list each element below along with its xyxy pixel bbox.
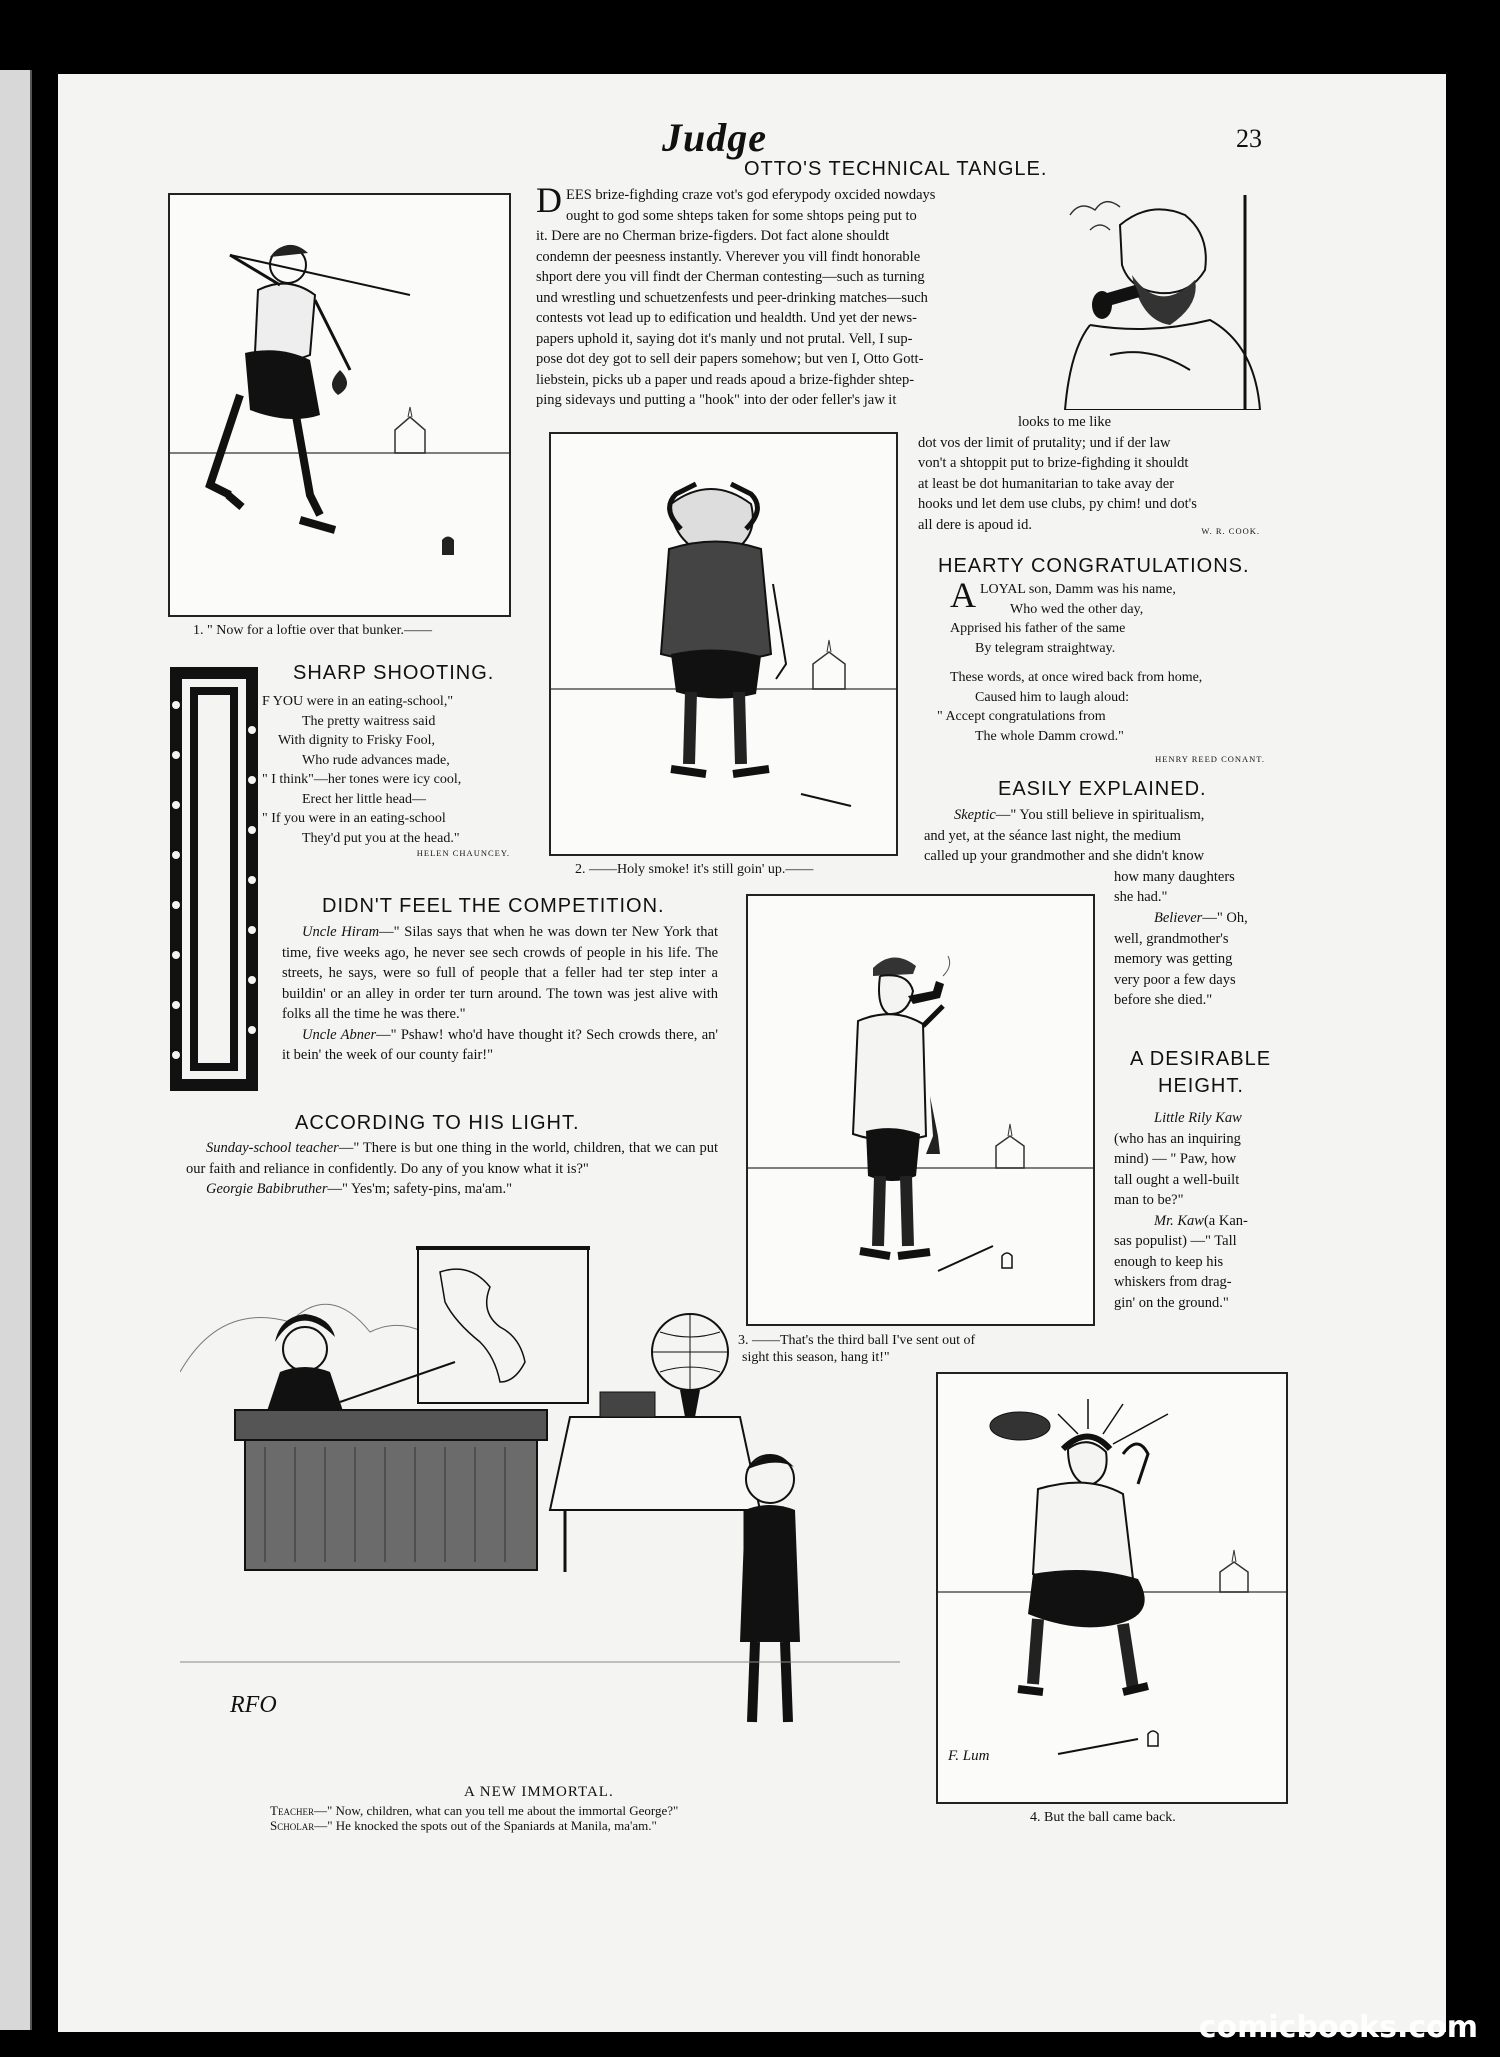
otto-line: liebstein, picks ub a paper und reads apoud a brize-fighder shtep- bbox=[536, 371, 915, 388]
easily-line: well, grandmother's bbox=[1114, 930, 1229, 947]
otto-line: condemn der peesness instantly. Vherever you vill findt honorable bbox=[536, 248, 921, 265]
speaker: Mr. Kaw bbox=[1154, 1212, 1204, 1229]
easily-title: EASILY EXPLAINED. bbox=[998, 778, 1207, 800]
desirable-line: mind) — " Paw, how bbox=[1114, 1151, 1237, 1167]
speaker: Georgie Babibruther bbox=[206, 1181, 328, 1197]
speaker: Uncle Hiram bbox=[302, 924, 380, 940]
otto-dropcap: D bbox=[536, 180, 562, 220]
otto-line: contests vot lead up to edification und healdth. Und yet der news- bbox=[536, 310, 917, 326]
otto-title: OTTO'S TECHNICAL TANGLE. bbox=[744, 158, 1048, 180]
competition-title: DIDN'T FEEL THE COMPETITION. bbox=[322, 895, 665, 917]
verse-line: They'd put you at the head." bbox=[302, 830, 460, 846]
desirable-line: tall ought a well-built bbox=[1114, 1171, 1240, 1188]
otto-author: W. R. COOK. bbox=[1201, 526, 1260, 536]
flying-cap bbox=[990, 1412, 1050, 1440]
sharp-poem bbox=[262, 692, 512, 848]
artist-signature-rfo: RFO bbox=[230, 1692, 277, 1718]
otto-line: shport dere you vill findt der Cherman contesting—such as turning bbox=[536, 269, 925, 285]
otto-line: hooks und let dem use clubs, py chim! und dot's bbox=[918, 496, 1197, 512]
speaker: Sunday-school teacher bbox=[206, 1140, 339, 1156]
otto-line: papers uphold it, saying dot it's manly und not prutal. Vell, I sup- bbox=[536, 330, 913, 347]
verse-line: " I think"—her tones were icy cool, bbox=[262, 772, 462, 787]
verse-line: The whole Damm crowd." bbox=[975, 728, 1124, 744]
sharp-author: HELEN CHAUNCEY. bbox=[416, 848, 510, 858]
competition-text: —" Pshaw! who'd have thought it? Sech crowds there, an' it bein' the week of our county fair!" bbox=[282, 1026, 718, 1063]
verse-line: With dignity to Frisky Fool, bbox=[278, 733, 435, 748]
masthead: Judge bbox=[662, 115, 767, 160]
otto-line: und wrestling und schuetzenfests und peer-drinking matches—such bbox=[536, 289, 928, 306]
otto-line: von't a shtoppit put to brize-fighding it shouldt bbox=[918, 455, 1189, 471]
speaker: Little Rily Kaw bbox=[1154, 1110, 1242, 1126]
verse-line: These words, at once wired back from home, bbox=[950, 670, 1203, 685]
light-text: —" There is but one thing in the world, children, that we can put our faith and reliance in confidently. Do any of you know what it is?" bbox=[186, 1140, 718, 1177]
ornamental-initial-i bbox=[168, 665, 260, 1093]
immortal-title: A NEW IMMORTAL. bbox=[464, 1784, 614, 1800]
classroom-illustration bbox=[180, 1242, 900, 1757]
scholar-figure bbox=[740, 1505, 800, 1642]
easily-line: —" You still believe in spiritualism, bbox=[995, 807, 1205, 823]
desirable-title-line2: HEIGHT. bbox=[1158, 1075, 1244, 1097]
verse-line: " If you were in an eating-school bbox=[262, 811, 446, 826]
dialogue-line: —" He knocked the spots out of the Spaniards at Manila, ma'am." bbox=[314, 1818, 657, 1833]
artist-signature-panel-4: F. Lum bbox=[948, 1748, 990, 1764]
hearty-poem bbox=[937, 575, 1270, 746]
otto-line: pose dot dey got to sell deir papers somehow; but ven I, Otto Gott- bbox=[536, 351, 924, 367]
desirable-line: (a Kan- bbox=[1203, 1212, 1248, 1229]
hearty-dropcap: A bbox=[950, 575, 976, 615]
speaker: Uncle Abner bbox=[302, 1026, 377, 1043]
otto-line: at least be dot humanitarian to take avay der bbox=[918, 475, 1175, 492]
otto-line: all dere is apoud id. bbox=[918, 516, 1032, 533]
dialogue-line: —" Now, children, what can you tell me about the immortal George?" bbox=[313, 1803, 679, 1818]
verse-line: Caused him to laugh aloud: bbox=[975, 689, 1129, 705]
speaker: Believer bbox=[1154, 910, 1203, 926]
easily-line: before she died." bbox=[1114, 992, 1213, 1008]
otto-line: it. Dere are no Cherman brize-figders. Dot fact alone shouldt bbox=[536, 228, 890, 244]
otto-line: ought to god some shteps taken for some shtops peing put to bbox=[566, 207, 917, 224]
verse-line: Apprised his father of the same bbox=[950, 621, 1126, 636]
verse-line: By telegram straightway. bbox=[975, 640, 1116, 656]
hearty-title: HEARTY CONGRATULATIONS. bbox=[938, 555, 1250, 577]
easily-article-continued bbox=[1114, 908, 1284, 1011]
verse-line: Erect her little head— bbox=[302, 791, 426, 807]
verse-line: LOYAL son, Damm was his name, bbox=[980, 582, 1176, 597]
golfer-hit-by-ball-illustration bbox=[938, 1374, 1286, 1802]
desirable-title-line1: A DESIRABLE bbox=[1130, 1048, 1272, 1070]
otto-article-continued bbox=[918, 412, 1274, 535]
easily-line: and yet, at the séance last night, the medium bbox=[924, 827, 1181, 844]
easily-line: memory was getting bbox=[1114, 951, 1233, 967]
speaker-label: Teacher bbox=[270, 1803, 314, 1818]
verse-line: F YOU were in an eating-school," bbox=[262, 694, 454, 709]
light-title: ACCORDING TO HIS LIGHT. bbox=[295, 1112, 580, 1134]
desirable-line: sas populist) —" Tall bbox=[1114, 1233, 1237, 1249]
light-text: —" Yes'm; safety-pins, ma'am." bbox=[327, 1181, 513, 1197]
teacher-desk bbox=[235, 1410, 547, 1440]
cartoon-panel-1 bbox=[168, 193, 511, 617]
watermark: comicbooks.com bbox=[1198, 2010, 1478, 2045]
speaker: Skeptic bbox=[954, 807, 996, 823]
desirable-line: man to be?" bbox=[1114, 1192, 1184, 1208]
easily-article bbox=[924, 805, 1280, 908]
desirable-line: whiskers from drag- bbox=[1114, 1274, 1232, 1290]
cartoon-panel-2 bbox=[549, 432, 898, 856]
otto-portrait-illustration bbox=[1050, 185, 1275, 410]
competition-text: —" Silas says that when he was down ter New York that time, five weeks ago, he never see sech crowds of people in his life. The streets, he says, were so full of people that a feller had ter step inter a buildin' or an alley in order ter turn around. The town was jest alive with folks all the time he was there." bbox=[282, 924, 718, 1022]
hearty-author: HENRY REED CONANT. bbox=[1155, 754, 1265, 764]
easily-line: called up your grandmother and she didn't know bbox=[924, 848, 1205, 864]
otto-article bbox=[536, 180, 1032, 411]
caption-3-line2: sight this season, hang it!" bbox=[742, 1350, 890, 1365]
speaker-label: Scholar bbox=[270, 1818, 315, 1833]
verse-line: " Accept congratulations from bbox=[937, 709, 1106, 724]
golfer-swinging-illustration bbox=[170, 195, 509, 615]
verse-line: The pretty waitress said bbox=[302, 713, 436, 729]
page-number: 23 bbox=[1236, 124, 1262, 153]
otto-line: ping sidevays und putting a "hook" into der oder feller's jaw it bbox=[536, 392, 897, 408]
desirable-article bbox=[1114, 1108, 1284, 1313]
verse-line: Who wed the other day, bbox=[1010, 601, 1144, 617]
caption-1: 1. " Now for a loftie over that bunker.—— bbox=[193, 623, 432, 638]
desirable-line: gin' on the ground." bbox=[1114, 1294, 1229, 1311]
verse-line: Who rude advances made, bbox=[302, 752, 450, 768]
adjacent-page-edge bbox=[0, 70, 32, 2030]
side-table bbox=[550, 1417, 760, 1510]
caption-2: 2. ——Holy smoke! it's still goin' up.—— bbox=[575, 862, 814, 877]
otto-line: EES brize-fighding craze vot's god eferypody oxcided nowdays bbox=[566, 187, 936, 203]
caption-3-line1: 3. ——That's the third ball I've sent out of bbox=[738, 1333, 976, 1348]
easily-line: she had." bbox=[1114, 889, 1168, 905]
otto-line: looks to me like bbox=[1018, 414, 1112, 430]
desirable-line: enough to keep his bbox=[1114, 1253, 1224, 1270]
light-article bbox=[186, 1138, 718, 1200]
sharp-title: SHARP SHOOTING. bbox=[293, 662, 495, 684]
desirable-line: (who has an inquiring bbox=[1114, 1130, 1241, 1147]
competition-article bbox=[282, 922, 718, 1066]
easily-line: how many daughters bbox=[1114, 868, 1235, 885]
cartoon-panel-4 bbox=[936, 1372, 1288, 1804]
easily-line: —" Oh, bbox=[1202, 910, 1248, 926]
otto-line: dot vos der limit of prutality; und if der law bbox=[918, 434, 1171, 451]
immortal-dialogue bbox=[270, 1803, 678, 1833]
caption-4: 4. But the ball came back. bbox=[1030, 1810, 1176, 1825]
golfer-looking-up-illustration bbox=[551, 434, 896, 854]
easily-line: very poor a few days bbox=[1114, 971, 1236, 988]
